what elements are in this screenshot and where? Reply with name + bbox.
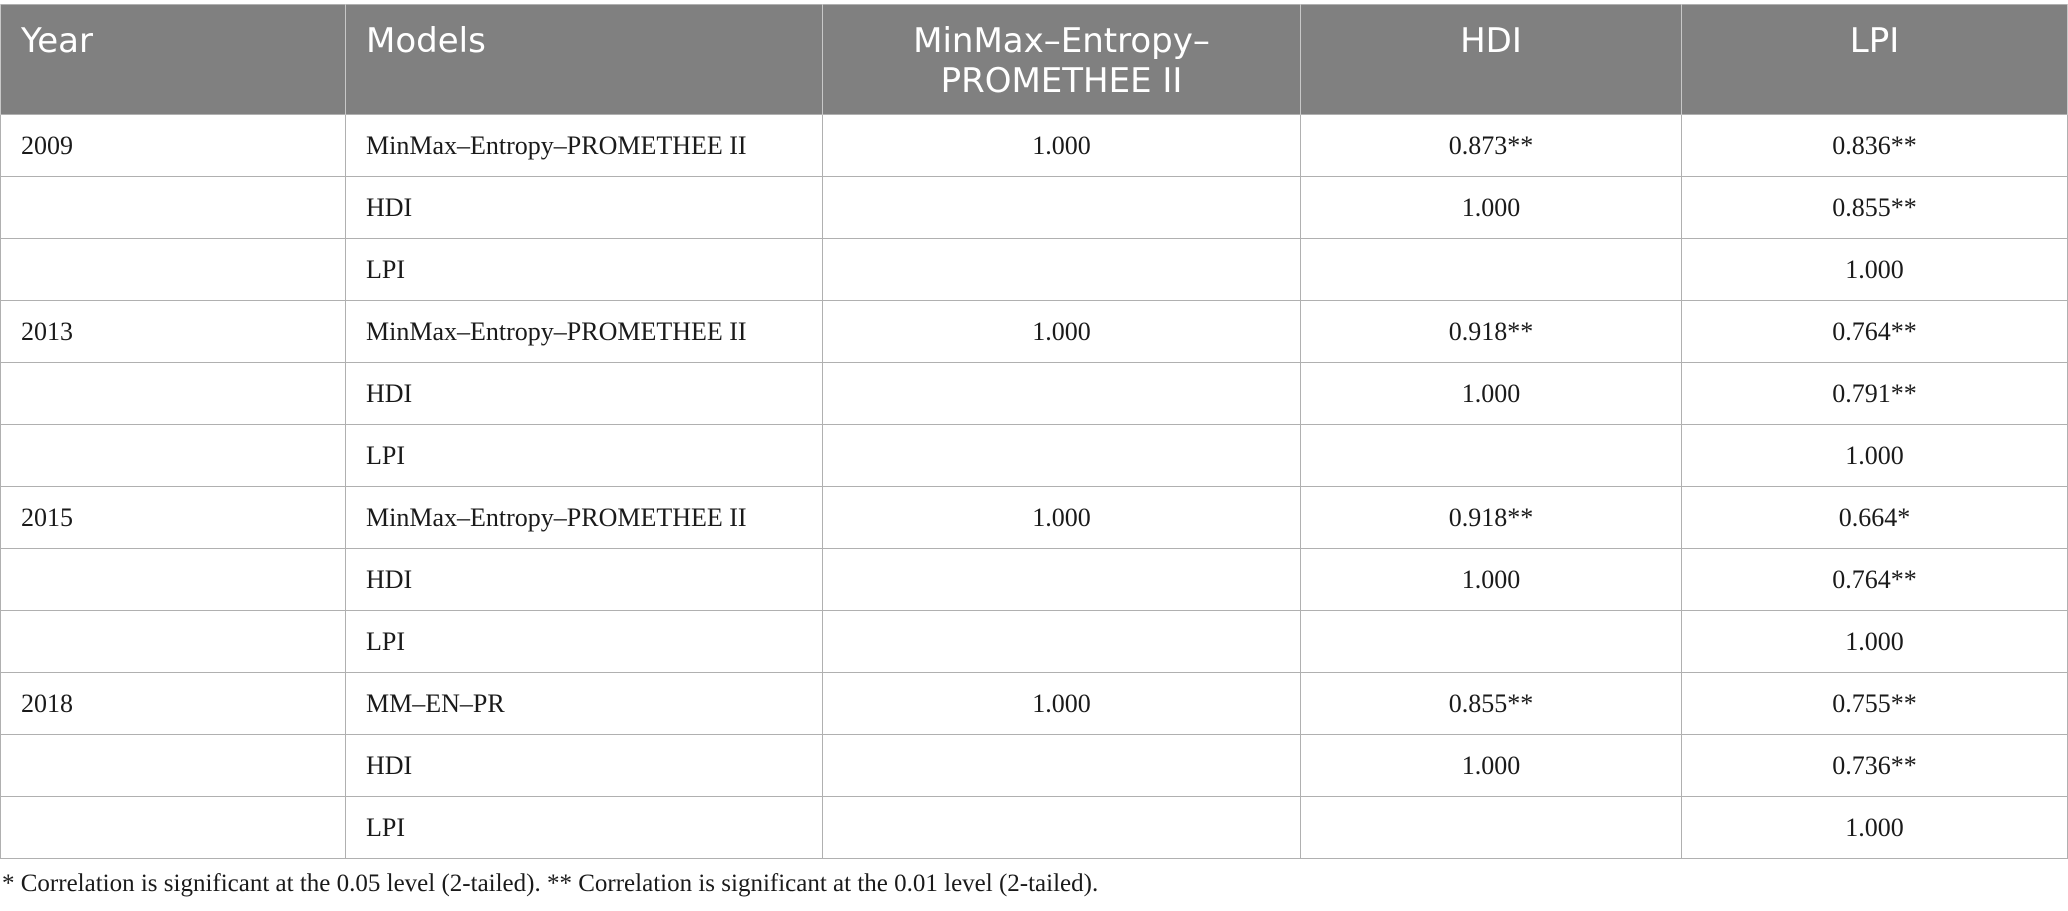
cell-hdi: 0.855**: [1301, 673, 1682, 735]
cell-year: [1, 425, 346, 487]
cell-mep: [823, 177, 1301, 239]
header-hdi: HDI: [1301, 5, 1682, 115]
cell-lpi: 0.836**: [1682, 115, 2068, 177]
cell-year: [1, 239, 346, 301]
cell-lpi: 0.791**: [1682, 363, 2068, 425]
table-row: [1, 735, 2068, 797]
cell-model: LPI: [346, 239, 823, 301]
table-row: [1, 301, 2068, 363]
header-mep-line2: PROMETHEE II: [940, 61, 1183, 101]
cell-lpi: 1.000: [1682, 797, 2068, 859]
cell-model: HDI: [346, 735, 823, 797]
cell-hdi: 1.000: [1301, 735, 1682, 797]
header-lpi: LPI: [1682, 5, 2068, 115]
cell-year: 2015: [1, 487, 346, 549]
cell-hdi: 0.873**: [1301, 115, 1682, 177]
cell-hdi: [1301, 239, 1682, 301]
cell-mep: [823, 363, 1301, 425]
table-row: [1, 549, 2068, 611]
cell-year: 2018: [1, 673, 346, 735]
cell-mep: [823, 549, 1301, 611]
header-minmax-entropy-promethee: [823, 5, 1301, 115]
cell-year: 2009: [1, 115, 346, 177]
cell-model: LPI: [346, 797, 823, 859]
table-row: [1, 425, 2068, 487]
cell-year: [1, 549, 346, 611]
cell-hdi: 0.918**: [1301, 301, 1682, 363]
table-header-row: [1, 5, 2068, 115]
cell-year: [1, 363, 346, 425]
cell-model: LPI: [346, 425, 823, 487]
table-row: [1, 611, 2068, 673]
cell-lpi: 0.755**: [1682, 673, 2068, 735]
cell-model: LPI: [346, 611, 823, 673]
table-row: [1, 363, 2068, 425]
cell-mep: [823, 425, 1301, 487]
cell-hdi: 1.000: [1301, 549, 1682, 611]
cell-year: [1, 735, 346, 797]
header-year: Year: [1, 5, 346, 115]
cell-lpi: 0.764**: [1682, 301, 2068, 363]
cell-lpi: 0.664*: [1682, 487, 2068, 549]
cell-mep: 1.000: [823, 673, 1301, 735]
cell-lpi: 1.000: [1682, 611, 2068, 673]
cell-lpi: 0.764**: [1682, 549, 2068, 611]
cell-year: 2013: [1, 301, 346, 363]
cell-hdi: 1.000: [1301, 177, 1682, 239]
cell-model: HDI: [346, 177, 823, 239]
cell-hdi: [1301, 425, 1682, 487]
cell-hdi: [1301, 611, 1682, 673]
table-body: [1, 115, 2068, 859]
cell-lpi: 0.736**: [1682, 735, 2068, 797]
table-row: [1, 673, 2068, 735]
cell-mep: [823, 797, 1301, 859]
header-mep-line1: MinMax–Entropy–: [913, 21, 1210, 61]
table-row: [1, 177, 2068, 239]
cell-model: MinMax–Entropy–PROMETHEE II: [346, 301, 823, 363]
cell-year: [1, 611, 346, 673]
correlation-table-container: [0, 4, 2068, 859]
cell-hdi: [1301, 797, 1682, 859]
cell-mep: 1.000: [823, 301, 1301, 363]
cell-mep: [823, 735, 1301, 797]
cell-hdi: 1.000: [1301, 363, 1682, 425]
cell-lpi: 0.855**: [1682, 177, 2068, 239]
cell-model: MM–EN–PR: [346, 673, 823, 735]
cell-mep: [823, 239, 1301, 301]
cell-year: [1, 797, 346, 859]
cell-mep: 1.000: [823, 115, 1301, 177]
cell-model: MinMax–Entropy–PROMETHEE II: [346, 115, 823, 177]
cell-mep: 1.000: [823, 487, 1301, 549]
correlation-table: [0, 4, 2068, 859]
table-footnote: * Correlation is significant at the 0.05 level (2-tailed). ** Correlation is significant at the 0.01 level (2-tailed).: [2, 870, 1099, 897]
table-row: [1, 487, 2068, 549]
cell-hdi: 0.918**: [1301, 487, 1682, 549]
cell-mep: [823, 611, 1301, 673]
cell-year: [1, 177, 346, 239]
cell-model: MinMax–Entropy–PROMETHEE II: [346, 487, 823, 549]
table-row: [1, 239, 2068, 301]
table-row: [1, 797, 2068, 859]
header-models: Models: [346, 5, 823, 115]
cell-model: HDI: [346, 363, 823, 425]
cell-lpi: 1.000: [1682, 425, 2068, 487]
cell-lpi: 1.000: [1682, 239, 2068, 301]
cell-model: HDI: [346, 549, 823, 611]
table-row: [1, 115, 2068, 177]
